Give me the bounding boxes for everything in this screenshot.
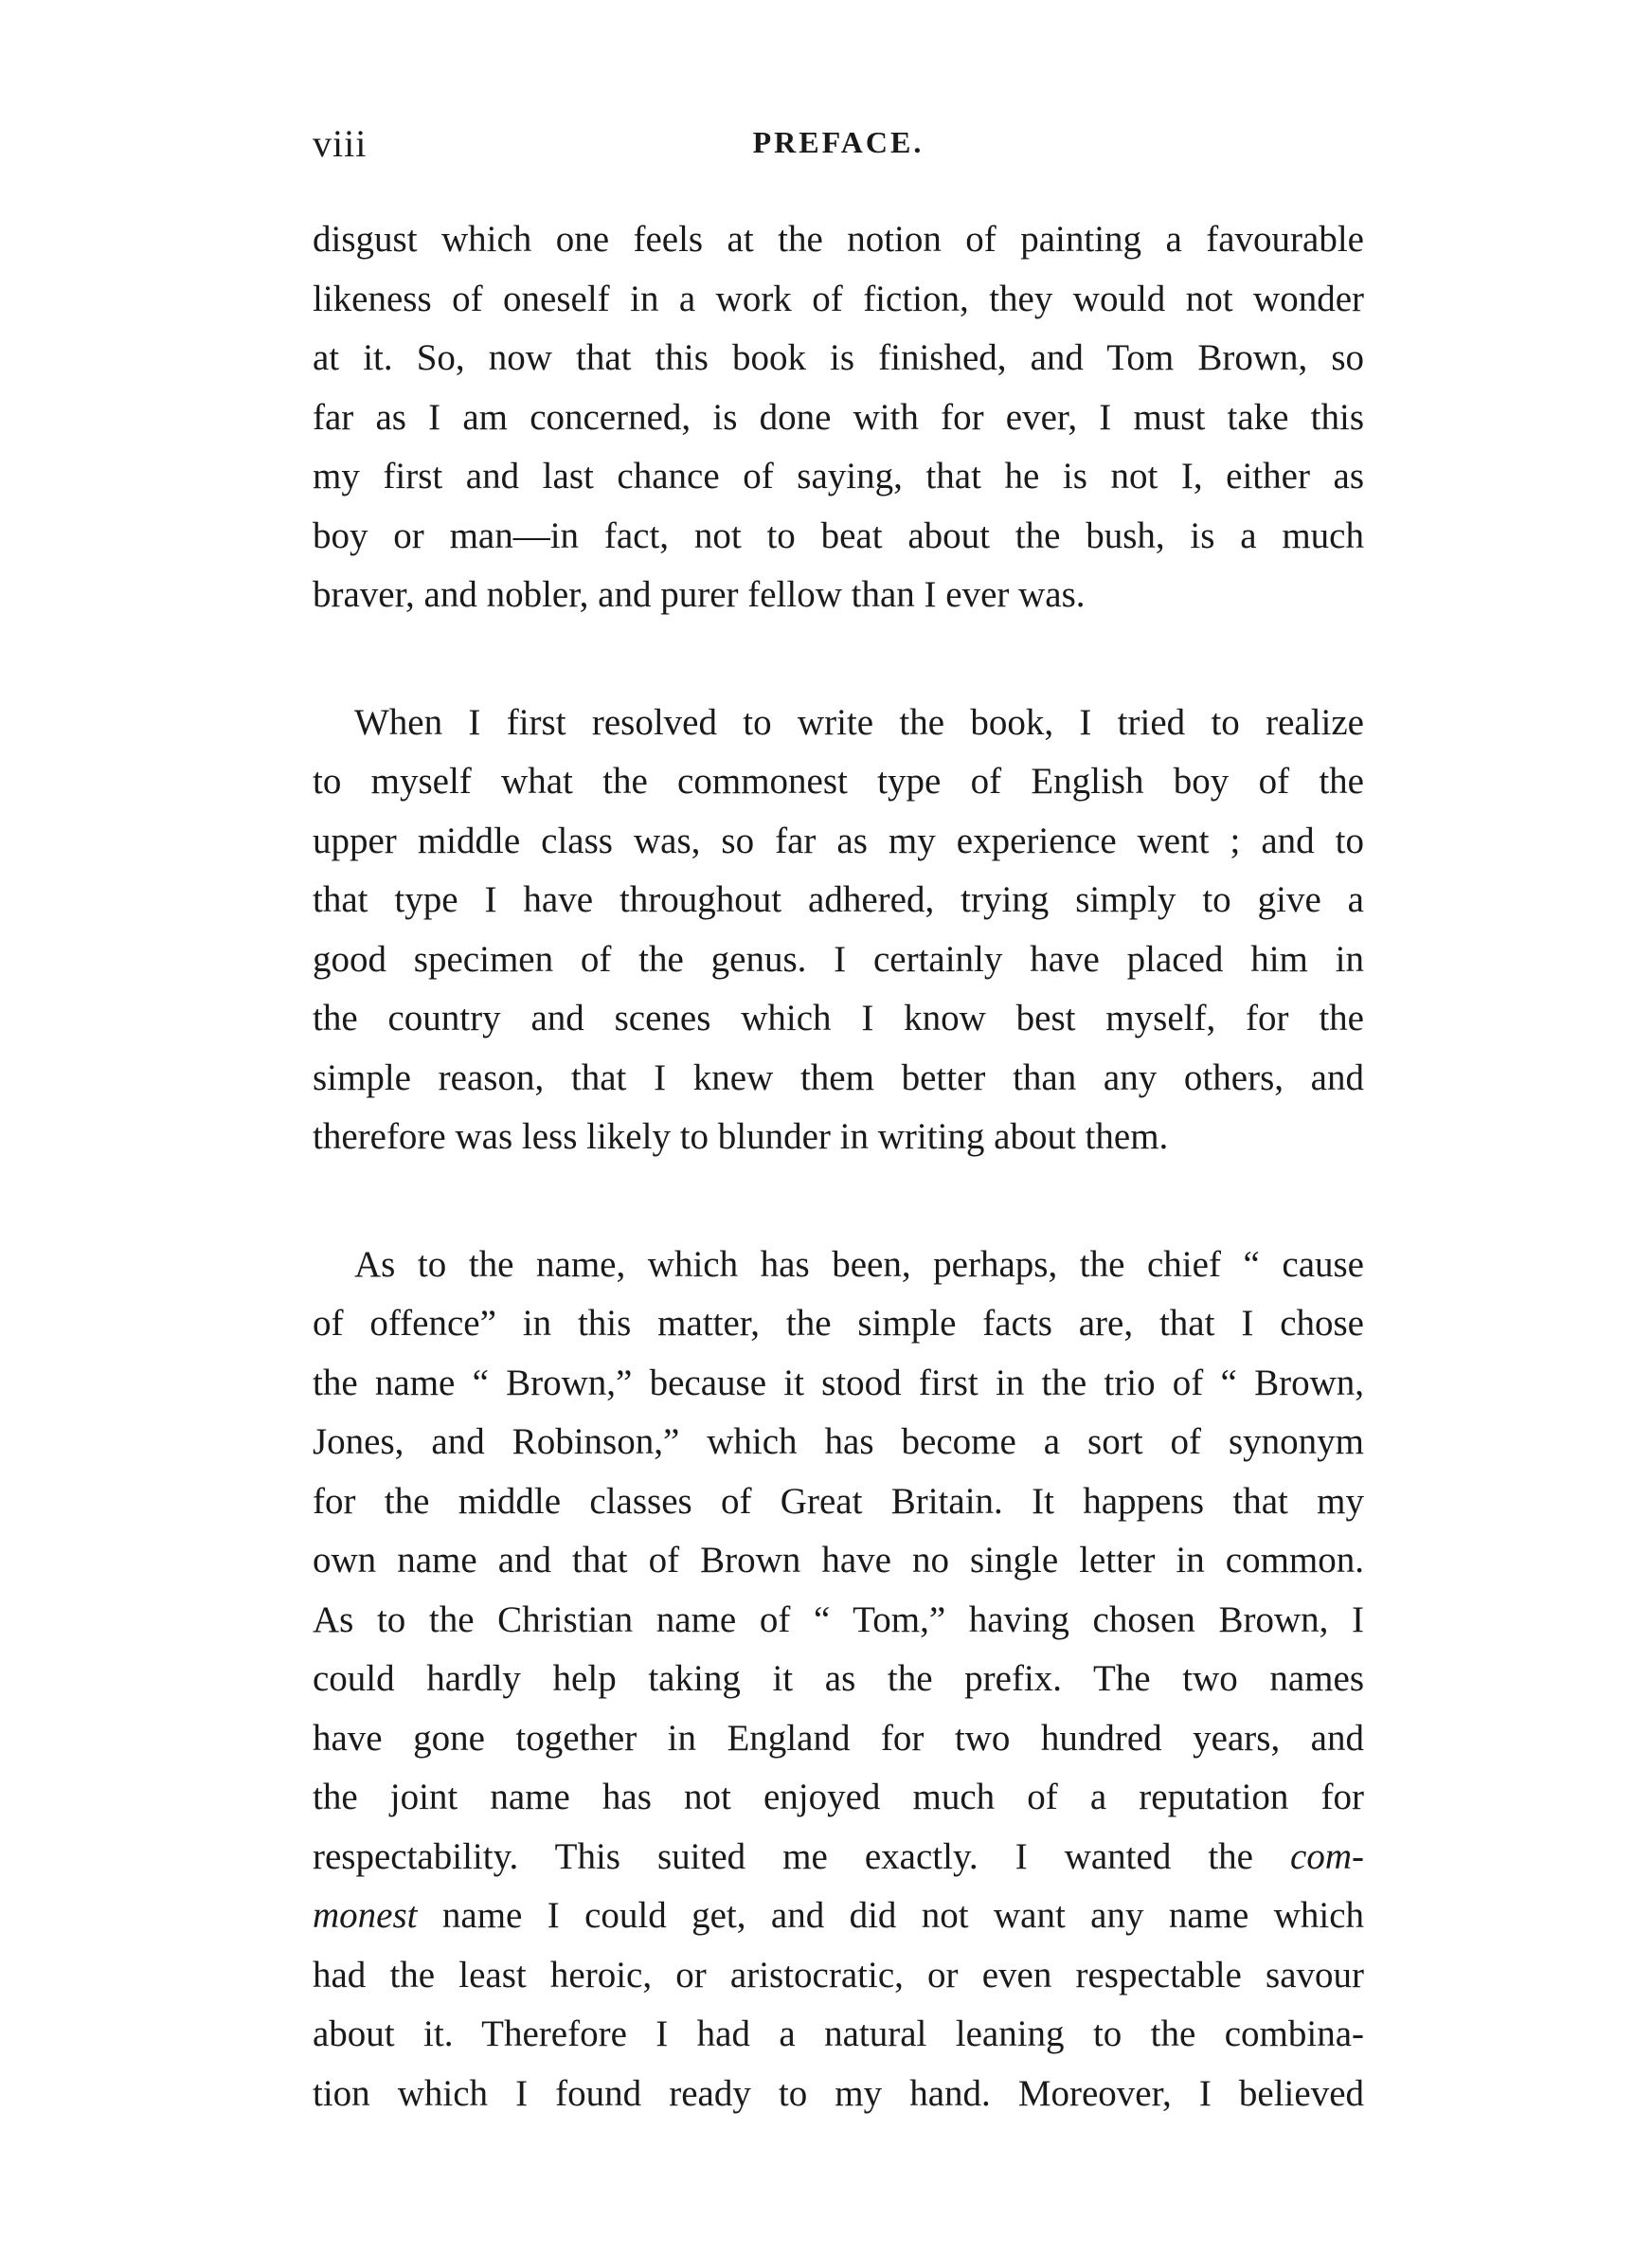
text-line: As to the name, which has been, perhaps, the chief “ cause bbox=[354, 1243, 1364, 1285]
text-line: far as I am concerned, is done with for ever, I must take this bbox=[313, 396, 1364, 438]
text-line: the joint name has not enjoyed much of a reputation for bbox=[313, 1777, 1364, 1817]
text-line: disgust which one feels at the notion of painting a favourable bbox=[313, 219, 1364, 260]
text-line: Jones, and Robinson,” which has become a sort of synonym bbox=[313, 1421, 1364, 1462]
text-line: had the least heroic, or aristocratic, or even respectable savour bbox=[313, 1954, 1364, 1995]
paragraph-2 bbox=[313, 694, 1364, 1167]
text-line: have gone together in England for two hundred years, and bbox=[313, 1717, 1364, 1759]
text-line: could hardly help taking it as the prefix. The two names bbox=[313, 1658, 1364, 1699]
paragraph-3 bbox=[313, 1236, 1364, 2124]
text-line: at it. So, now that this book is finished, and Tom Brown, so bbox=[313, 337, 1364, 378]
text-line: therefore was less likely to blunder in writing about them. bbox=[313, 1116, 1169, 1157]
text-line: my first and last chance of saying, that he is not I, either as bbox=[313, 456, 1364, 497]
paragraph-1 bbox=[313, 210, 1364, 625]
italic-word-fragment: monest bbox=[313, 1895, 418, 1936]
text-line: good specimen of the genus. I certainly have placed him in bbox=[313, 938, 1364, 980]
running-head: PREFACE. bbox=[752, 125, 925, 159]
text-line: the country and scenes which I know best myself, for the bbox=[313, 998, 1364, 1038]
text-line: braver, and nobler, and purer fellow than I ever was. bbox=[313, 574, 1086, 615]
text-line-with-italic bbox=[313, 1828, 1364, 1887]
body-text bbox=[313, 210, 1364, 2123]
text-line: simple reason, that I knew them better than any others, and bbox=[313, 1056, 1364, 1098]
italic-word-fragment: com- bbox=[1290, 1835, 1364, 1877]
text-line-with-italic bbox=[313, 1887, 1364, 1946]
text-line: for the middle classes of Great Britain. It happens that my bbox=[313, 1480, 1364, 1522]
text-line: likeness of oneself in a work of fiction, they would not wonder bbox=[313, 278, 1364, 319]
line-text: name I could get, and did not want any name which bbox=[441, 1895, 1365, 1936]
text-line: to myself what the commonest type of English boy of the bbox=[313, 761, 1364, 802]
text-line: upper middle class was, so far as my experience went ; and to bbox=[313, 820, 1364, 861]
text-line: of offence” in this matter, the simple facts are, that I chose bbox=[313, 1303, 1364, 1344]
text-line: own name and that of Brown have no single letter in common. bbox=[313, 1540, 1364, 1580]
text-line: about it. Therefore I had a natural leaning to the combina- bbox=[313, 2013, 1364, 2054]
text-line: boy or man—in fact, not to beat about the bush, is a much bbox=[313, 515, 1364, 556]
text-line: When I first resolved to write the book, I tried to realize bbox=[354, 701, 1364, 743]
line-text: respectability. This suited me exactly. I wanted the bbox=[313, 1835, 1253, 1877]
text-line: the name “ Brown,” because it stood first in the trio of “ Brown, bbox=[313, 1362, 1364, 1403]
text-line: that type I have throughout adhered, trying simply to give a bbox=[313, 879, 1364, 920]
page-number: viii bbox=[313, 122, 368, 165]
text-line: As to the Christian name of “ Tom,” having chosen Brown, I bbox=[313, 1598, 1364, 1640]
text-line: tion which I found ready to my hand. Moreover, I believed bbox=[313, 2072, 1364, 2114]
page-header bbox=[313, 121, 1364, 178]
